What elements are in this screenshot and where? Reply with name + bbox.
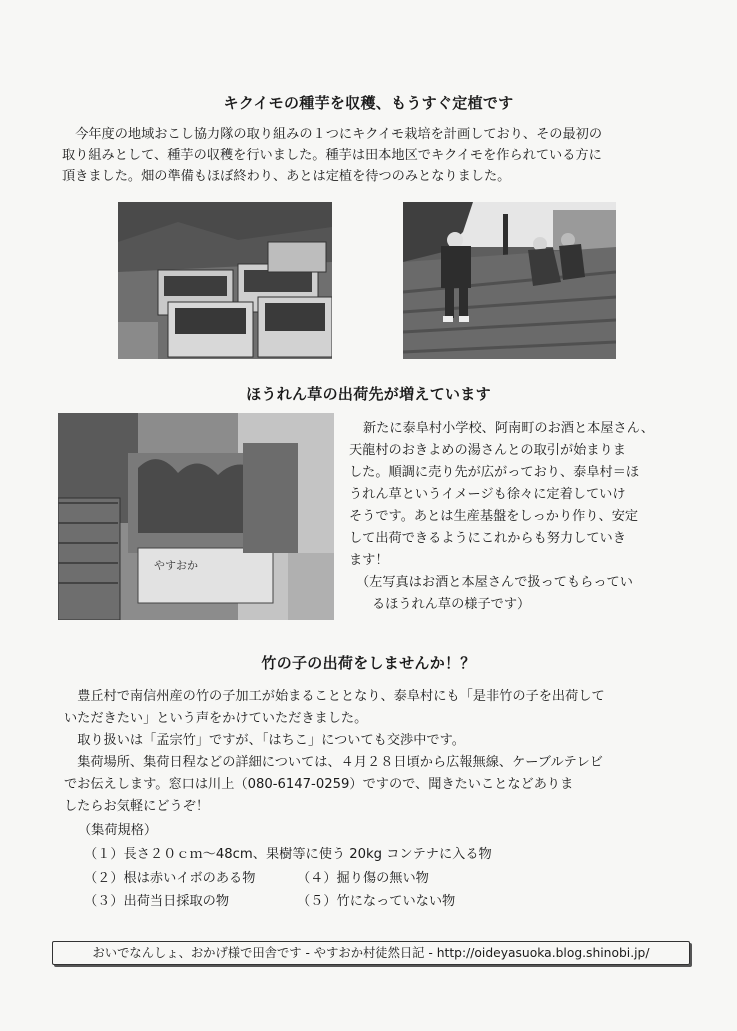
section2-line-3: した。順調に売り先が広がっており、泰阜村＝ほ: [349, 465, 640, 480]
section2-line-4: うれん草というイメージも徐々に定着していけ: [349, 487, 626, 502]
section3-line-6: したらお気軽にどうぞ！: [64, 799, 210, 814]
section1-heading: キクイモの種芋を収穫、もうすぐ定植です: [223, 94, 514, 112]
spec-item-4: （４）掘り傷の無い物: [297, 871, 429, 886]
section2-line-2: 天龍村のおきよめの湯さんとの取引が始まりま: [349, 443, 626, 458]
spec-row-3-5: [84, 891, 644, 912]
section2-line-8: （左写真はお酒と本屋さんで扱ってもらってい: [356, 575, 633, 590]
section3-line-4: 集荷場所、集荷日程などの詳細については、４月２８日頃から広報無線、ケーブルテレビ: [77, 755, 603, 770]
section3-line-1: 豊丘村で南信州産の竹の子加工が始まることとなり、泰阜村にも「是非竹の子を出荷して: [77, 689, 605, 704]
section1-line-2: 取り組みとして、種芋の収穫を行いました。種芋は田本地区でキクイモを作られている方に: [62, 148, 602, 163]
spec-item-1: （１）長さ２０ｃｍ～48cm、果樹等に使う 20kg コンテナに入る物: [84, 847, 492, 862]
footer-banner: おいでなんしょ、おかげ様で田舎です - やすおか村徒然日記 - http://oideyasuoka.blog.shinobi.jp/: [52, 941, 690, 965]
spec-item-5: （５）竹になっていない物: [297, 894, 456, 909]
section1-line-1: 今年度の地域おこし協力隊の取り組みの１つにキクイモ栽培を計画しており、その最初の: [75, 127, 603, 142]
spinach-display-photo: [58, 413, 334, 620]
seed-potato-crates-photo: [118, 202, 332, 359]
spec-item-2: （２）根は赤いイボのある物: [84, 871, 256, 886]
section3-line-5: でお伝えします。窓口は川上（080-6147-0259）ですので、聞きたいことなどありま: [64, 777, 574, 792]
spec-row-2-4: [84, 868, 644, 889]
crate-label-text: やすおか: [154, 559, 220, 572]
spec-title: （集荷規格）: [78, 823, 158, 838]
section3-line-3: 取り扱いは「孟宗竹」ですが、「はちこ」についても交渉中です。: [77, 733, 465, 748]
section2-line-6: して出荷できるようにこれからも努力していき: [349, 531, 626, 546]
section2-line-5: そうです。あとは生産基盤をしっかり作り、安定: [349, 509, 639, 524]
section3-heading: 竹の子の出荷をしませんか！？: [261, 654, 476, 672]
section2-heading: ほうれん草の出荷先が増えています: [246, 385, 491, 403]
section1-line-3: 頂きました。畑の準備もほぼ終わり、あとは定植を待つのみとなりました。: [62, 169, 511, 184]
section2-line-7: ます！: [349, 553, 389, 568]
section2-line-1: 新たに泰阜村小学校、阿南町のお酒と本屋さん、: [363, 421, 654, 436]
field-planting-photo: [403, 202, 616, 359]
spec-item-3: （３）出荷当日採取の物: [84, 894, 230, 909]
section3-line-2: いただきたい」という声をかけていただきました。: [64, 711, 368, 726]
section2-line-9: るほうれん草の様子です）: [372, 597, 531, 612]
